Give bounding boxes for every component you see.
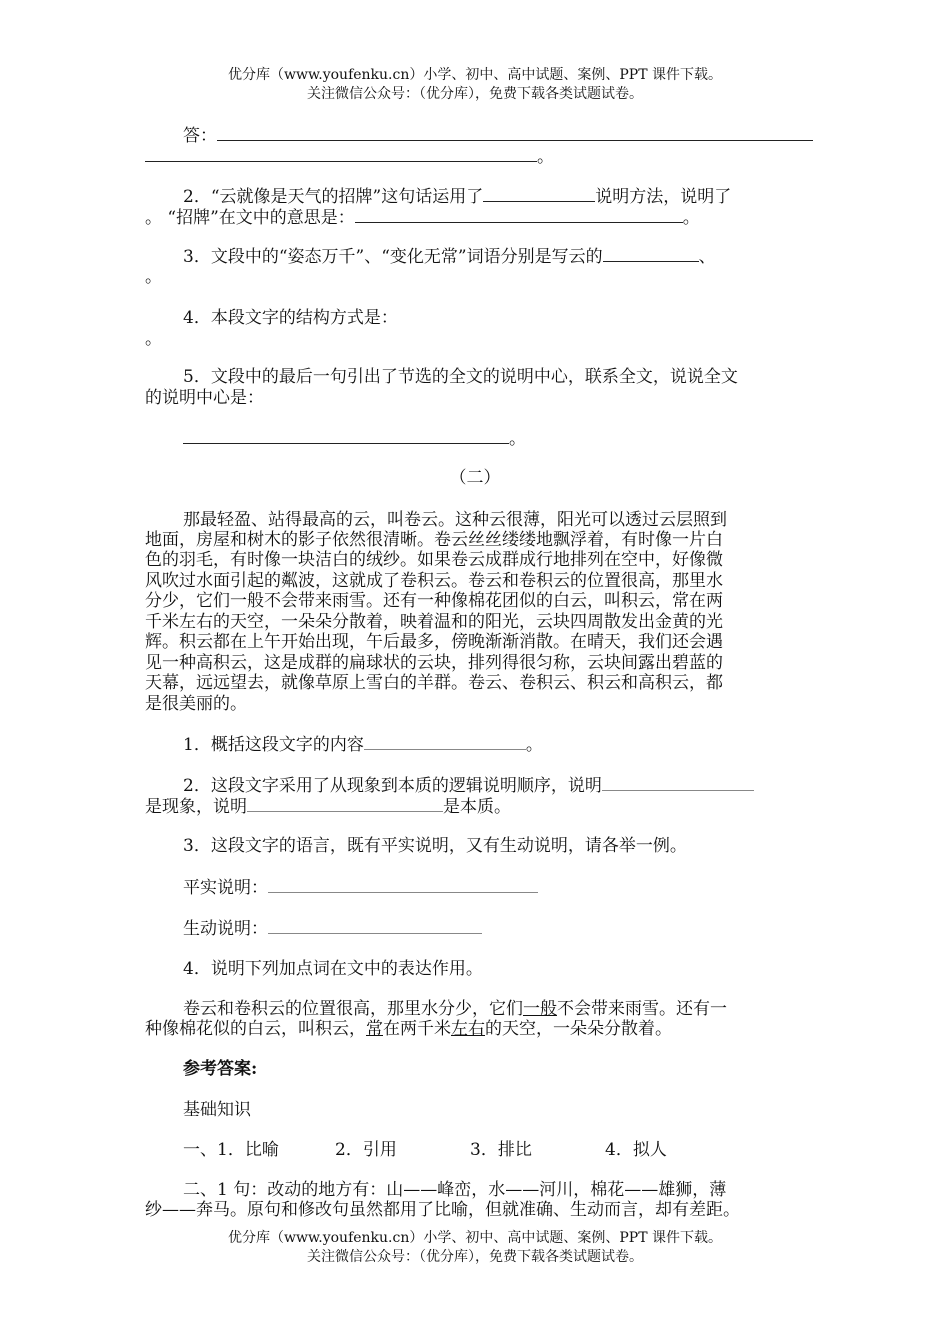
period: 。: [509, 429, 526, 449]
q5-blank[interactable]: [183, 428, 509, 444]
passage-line-5: 分少，它们一般不会带来雨雪。还有一种像棉花团似的白云，叫积云，常在两: [145, 591, 723, 611]
q3-blank[interactable]: [603, 246, 699, 262]
s2-q2-text-2: 是现象，说明: [145, 797, 247, 817]
s2-question-2-line-2: [145, 796, 511, 817]
page-footer-line-1: 优分库（www.youfenku.cn）小学、初中、高中试题、案例、PPT 课件下载。: [227, 1230, 722, 1246]
s2-question-4: 4．说明下列加点词在文中的表达作用。: [183, 959, 483, 979]
passage-line-8: 见一种高积云，这是成群的扁球状的云块，排列得很匀称，云块间露出碧蓝的: [145, 653, 723, 673]
answers-row-1b: 2．引用: [335, 1140, 397, 1160]
question-2-text: 2．“云就像是天气的招牌”这句话运用了: [183, 187, 484, 207]
question-2-line-1: [183, 186, 731, 207]
s2-question-1: [183, 734, 543, 755]
answers-basic-knowledge: 基础知识: [183, 1100, 251, 1120]
answers-row-2-line-1: 二、1 句：改动的地方有：山——峰峦，水——河川，棉花——雄狮，薄: [183, 1180, 727, 1200]
question-3-line-1: [183, 246, 716, 267]
page-header-line-2: 关注微信公众号：（优分库），免费下载各类试题试卷。: [307, 86, 643, 102]
sentence-text: 种像棉花似的白云，叫积云，: [145, 1019, 366, 1039]
answers-row-1c: 3．排比: [470, 1140, 532, 1160]
q2-method-blank[interactable]: [483, 186, 595, 202]
s2-q1-blank[interactable]: [364, 734, 526, 750]
question-3-line-2: [145, 267, 162, 287]
vivid-blank[interactable]: [268, 918, 482, 934]
sentence-text: 在两千米: [383, 1019, 451, 1039]
answer-blank-2[interactable]: [145, 146, 537, 162]
answer-label: 答：: [183, 126, 217, 146]
s2-q2-phenomenon-blank[interactable]: [602, 775, 754, 791]
section-title: （二）: [449, 468, 501, 488]
sentence-text: 卷云和卷积云的位置很高，那里水分少，它们: [183, 999, 523, 1019]
plain-blank[interactable]: [268, 877, 538, 893]
passage-line-1: 那最轻盈、站得最高的云，叫卷云。这种云很薄，阳光可以透过云层照到: [183, 510, 727, 530]
question-5-text: 5．文段中的最后一句引出了节选的全文的说明中心，联系全文，说说全文: [183, 367, 738, 387]
dotted-word-zuoyou: 左右: [451, 1019, 485, 1039]
question-4-text: 4．本段文字的结构方式是：: [183, 308, 398, 328]
passage-line-7: 辉。积云都在上午开始出现，午后最多，傍晚渐渐消散。在晴天，我们还会遇: [145, 632, 723, 652]
period: 。: [682, 208, 700, 228]
passage-line-9: 天幕，远远望去，就像草原上雪白的羊群。卷云、卷积云、积云和高积云，都: [145, 673, 723, 693]
s2-q2-essence-blank[interactable]: [247, 796, 443, 812]
question-2-line-2: [145, 207, 700, 228]
plain-label: 平实说明：: [183, 878, 268, 898]
answer-line-2: [145, 146, 554, 167]
answer-line-1: [183, 125, 813, 146]
answers-row-2-line-2: 纱——奔马。原句和修改句虽然都用了比喻，但就准确、生动而言，却有差距。: [145, 1200, 740, 1220]
s2-q2-text: 2．这段文字采用了从现象到本质的逻辑说明顺序，说明: [183, 776, 602, 796]
period: 。: [145, 267, 162, 287]
comma: 、: [698, 247, 716, 267]
page-header-line-1: 优分库（www.youfenku.cn）小学、初中、高中试题、案例、PPT 课件下载。: [227, 67, 722, 83]
vivid-description-line: [183, 918, 482, 939]
s2-question-3: 3．这段文字的语言，既有平实说明，又有生动说明，请各举一例。: [183, 836, 687, 856]
s2-q2-text-3: 是本质。: [443, 797, 511, 817]
dotted-word-chang: 常: [366, 1019, 383, 1039]
s2-q1-text: 1．概括这段文字的内容: [183, 735, 364, 755]
question-2-text-tail: 说明方法，说明了: [595, 187, 732, 207]
period: 。: [145, 329, 162, 349]
question-3-text: 3．文段中的“姿态万千”、“变化无常”词语分别是写云的: [183, 247, 603, 267]
q2-meaning-blank[interactable]: [355, 207, 683, 223]
period: 。: [145, 208, 162, 228]
period: 。: [525, 735, 543, 755]
question-4-line-2: [145, 329, 162, 349]
s2-question-2-line-1: [183, 775, 754, 796]
vivid-label: 生动说明：: [183, 919, 268, 939]
answers-title: 参考答案:: [183, 1059, 258, 1079]
passage-line-3: 色的羽毛，有时像一块洁白的绒纱。如果卷云成群成行地排列在空中，好像微: [145, 550, 723, 570]
question-2-meaning-text: “招牌”在文中的意思是：: [167, 208, 355, 228]
sentence-text: 的天空，一朵朵分散着。: [485, 1019, 672, 1039]
answers-row-1d: 4．拟人: [605, 1140, 667, 1160]
passage-line-10: 是很美丽的。: [145, 694, 247, 714]
question-4-line-1: [183, 308, 398, 328]
sentence-text: 不会带来雨雪。还有一: [557, 999, 727, 1019]
page-footer-line-2: 关注微信公众号：（优分库），免费下载各类试题试卷。: [307, 1249, 643, 1265]
question-5-answer-line: [183, 428, 526, 449]
period: 。: [537, 147, 554, 167]
s2-q4-sentence-line-2: [145, 1019, 672, 1039]
passage-line-6: 千米左右的天空，一朵朵分散着，映着温和的阳光，云块四周散发出金黄的光: [145, 612, 723, 632]
question-5-text-2: 的说明中心是：: [145, 388, 264, 408]
question-5-line-1: [183, 367, 738, 387]
passage-line-4: 风吹过水面引起的粼波，这就成了卷积云。卷云和卷积云的位置很高，那里水: [145, 571, 723, 591]
answer-blank-1[interactable]: [217, 125, 813, 141]
passage-line-2: 地面，房屋和树木的影子依然很清晰。卷云丝丝缕缕地飘浮着，有时像一片白: [145, 530, 723, 550]
answers-row-1a: 一、1．比喻: [183, 1140, 279, 1160]
question-5-line-2: [145, 388, 264, 408]
dotted-word-yiban: 一般: [523, 999, 557, 1019]
plain-description-line: [183, 877, 538, 898]
s2-q4-sentence-line-1: [183, 999, 727, 1019]
